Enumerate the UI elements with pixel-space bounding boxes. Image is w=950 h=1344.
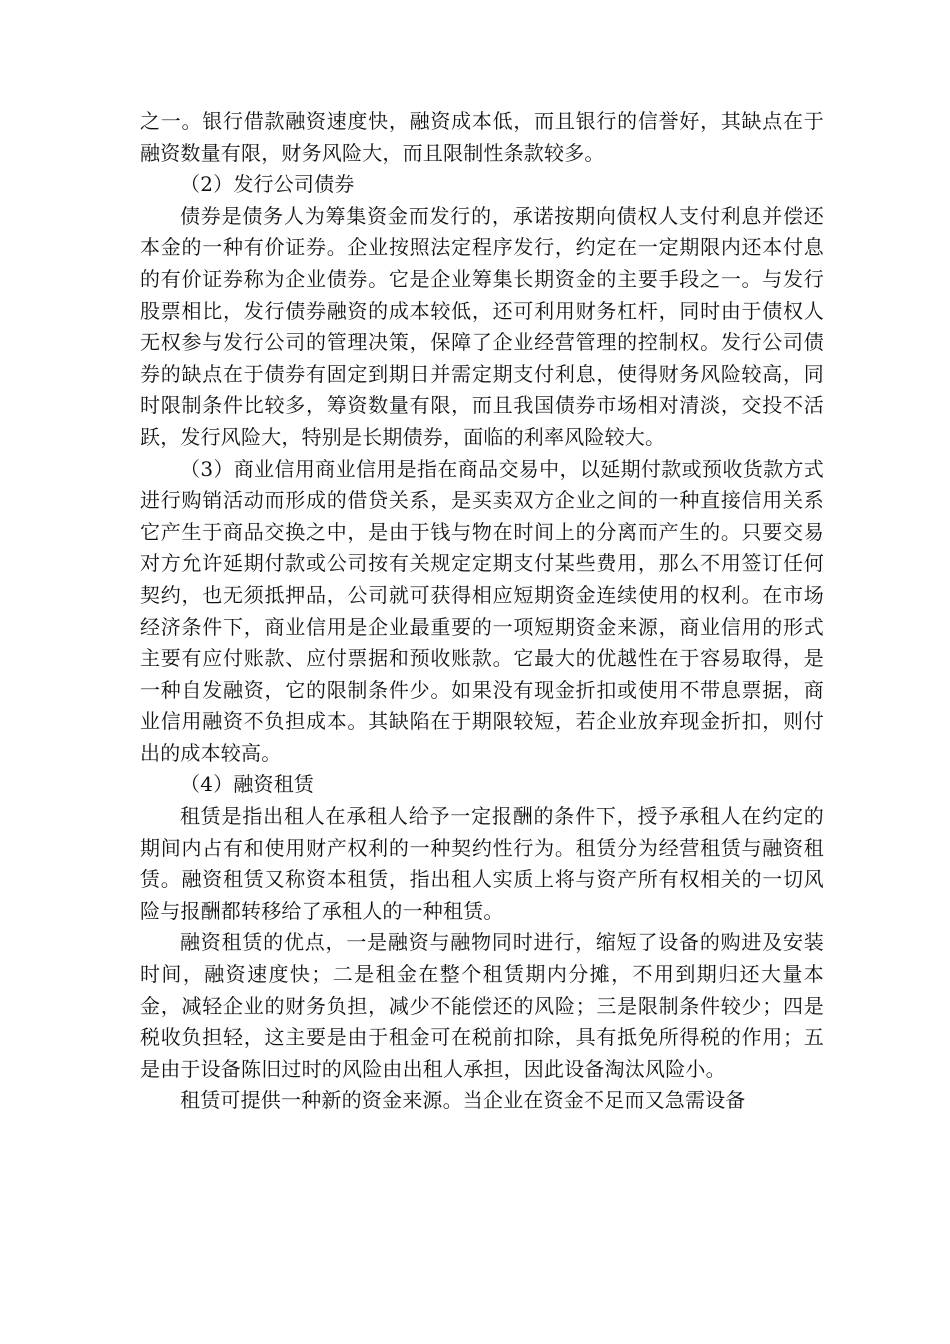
paragraph-leasing-advantages: 融资租赁的优点，一是融资与融物同时进行，缩短了设备的购进及安装时间，融资速度快；二是租金在整个租赁期内分摊，不用到期归还大量本金，减轻企业的财务负担，减少不能偿还的风险；三是限制条件较少；四是税收负担轻，这主要是由于租金可在税前扣除，具有抵免所得税的作用；五是由于设备陈旧过时的风险由出租人承担，因此设备淘汰风险小。: [140, 930, 824, 1081]
paragraph-commercial-credit: （3）商业信用商业信用是指在商品交易中，以延期付款或预收货款方式进行购销活动而形成的借贷关系，是买卖双方企业之间的一种直接信用关系它产生于商品交换之中，是由于钱与物在时间上的分离而产生的。只要交易对方允许延期付款或公司按有关规定定期支付某些费用，那么不用签订任何契约，也无须抵押品，公司就可获得相应短期资金连续使用的权利。在市场经济条件下，商业信用是企业最重要的一项短期资金来源，商业信用的形式主要有应付账款、应付票据和预收账款。它最大的优越性在于容易取得，是一种自发融资，它的限制条件少。如果没有现金折扣或使用不带息票据，商业信用融资不负担成本。其缺陷在于期限较短，若企业放弃现金折扣，则付出的成本较高。: [140, 456, 824, 765]
paragraph-leasing-definition: 租赁是指出租人在承租人给予一定报酬的条件下，授予承租人在约定的期间内占有和使用财产权利的一种契约性行为。租赁分为经营租赁与融资租赁。融资租赁又称资本租赁，指出租人实质上将与资产所有权相关的一切风险与报酬都转移给了承租人的一种租赁。: [140, 804, 824, 923]
heading-financial-leasing: （4）融资租赁: [180, 772, 315, 797]
paragraph-bank-loan-continued: 之一。银行借款融资速度快，融资成本低，而且银行的信誉好，其缺点在于融资数量有限，财务风险大，而且限制性条款较多。: [140, 109, 824, 165]
paragraph-corporate-bonds: 债券是债务人为筹集资金而发行的，承诺按期向债权人支付利息并偿还本金的一种有价证券。企业按照法定程序发行，约定在一定期限内还本付息的有价证券称为企业债券。它是企业筹集长期资金的主要手段之一。与发行股票相比，发行债券融资的成本较低，还可利用财务杠杆，同时由于债权人无权参与发行公司的管理决策，保障了企业经营管理的控制权。发行公司债券的缺点在于债券有固定到期日并需定期支付利息，使得财务风险较高，同时限制条件比较多，筹资数量有限，而且我国债券市场相对清淡，交投不活跃，发行风险大，特别是长期债券，面临的利率风险较大。: [140, 203, 824, 449]
paragraph-leasing-funding-source: 租赁可提供一种新的资金来源。当企业在资金不足而又急需设备: [180, 1088, 746, 1113]
heading-corporate-bonds: （2）发行公司债券: [180, 172, 355, 197]
document-page: [140, 106, 824, 1117]
